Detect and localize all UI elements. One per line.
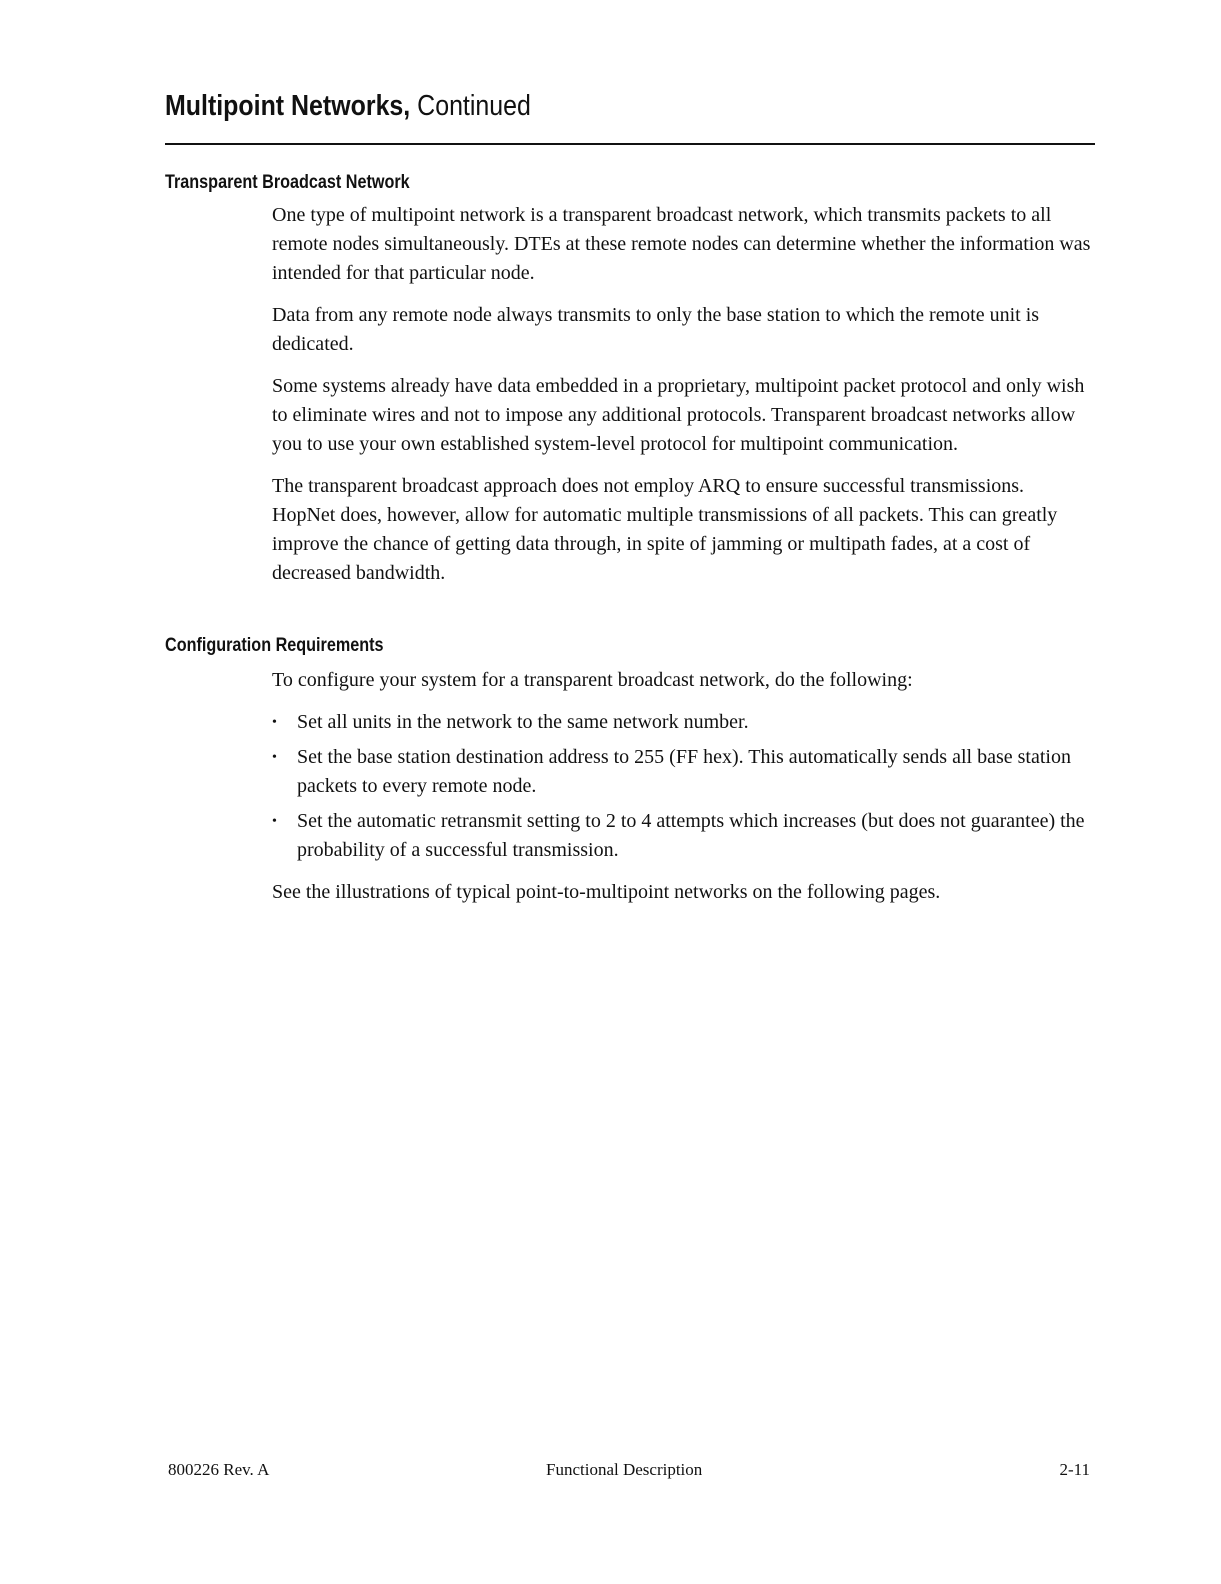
list-item-text: Set the automatic retransmit setting to 2 to 4 attempts which increases (but does not guarantee) the probability of a successful transmission. xyxy=(297,810,1085,861)
section-body-configuration xyxy=(272,666,1092,920)
footer-page-number: 2-11 xyxy=(1059,1460,1090,1479)
paragraph: Some systems already have data embedded in a proprietary, multipoint packet protocol and only wish to eliminate wires and not to impose any additional protocols. Transparent broadcast networks allow you to use your own established system-level protocol for multipoint communication. xyxy=(272,375,1085,455)
page-title xyxy=(165,88,531,124)
bullet-icon: • xyxy=(272,814,277,829)
paragraph: One type of multipoint network is a transparent broadcast network, which transmits packets to all remote nodes simultaneously. DTEs at these remote nodes can determine whether the information was intended for that particular node. xyxy=(272,204,1091,284)
page-title-main: Multipoint Networks, xyxy=(165,90,411,122)
requirements-list xyxy=(272,708,1092,865)
paragraph: Data from any remote node always transmits to only the base station to which the remote unit is dedicated. xyxy=(272,304,1040,355)
title-divider xyxy=(165,143,1095,145)
list-item xyxy=(272,708,1092,737)
footer-chapter: Functional Description xyxy=(546,1460,703,1479)
section-heading-transparent-broadcast: Transparent Broadcast Network xyxy=(165,171,410,193)
list-item-text: Set the base station destination address to 255 (FF hex). This automatically sends all base station packets to every remote node. xyxy=(297,746,1071,797)
section-body-transparent-broadcast xyxy=(272,201,1092,601)
paragraph-intro: To configure your system for a transparent broadcast network, do the following: xyxy=(272,669,913,691)
page-title-continued: Continued xyxy=(417,90,531,122)
bullet-icon: • xyxy=(272,750,277,765)
paragraph: The transparent broadcast approach does not employ ARQ to ensure successful transmissions. HopNet does, however, allow for automatic multiple transmissions of all packets. This can greatly improve the chance of getting data through, in spite of jamming or multipath fades, at a cost of decreased bandwidth. xyxy=(272,475,1058,584)
bullet-icon: • xyxy=(272,715,277,730)
paragraph-closing: See the illustrations of typical point-to-multipoint networks on the following pages. xyxy=(272,881,941,903)
list-item xyxy=(272,743,1092,801)
list-item-text: Set all units in the network to the same network number. xyxy=(297,711,749,733)
section-heading-configuration: Configuration Requirements xyxy=(165,634,384,656)
list-item xyxy=(272,807,1092,865)
footer-doc-number: 800226 Rev. A xyxy=(168,1460,270,1479)
